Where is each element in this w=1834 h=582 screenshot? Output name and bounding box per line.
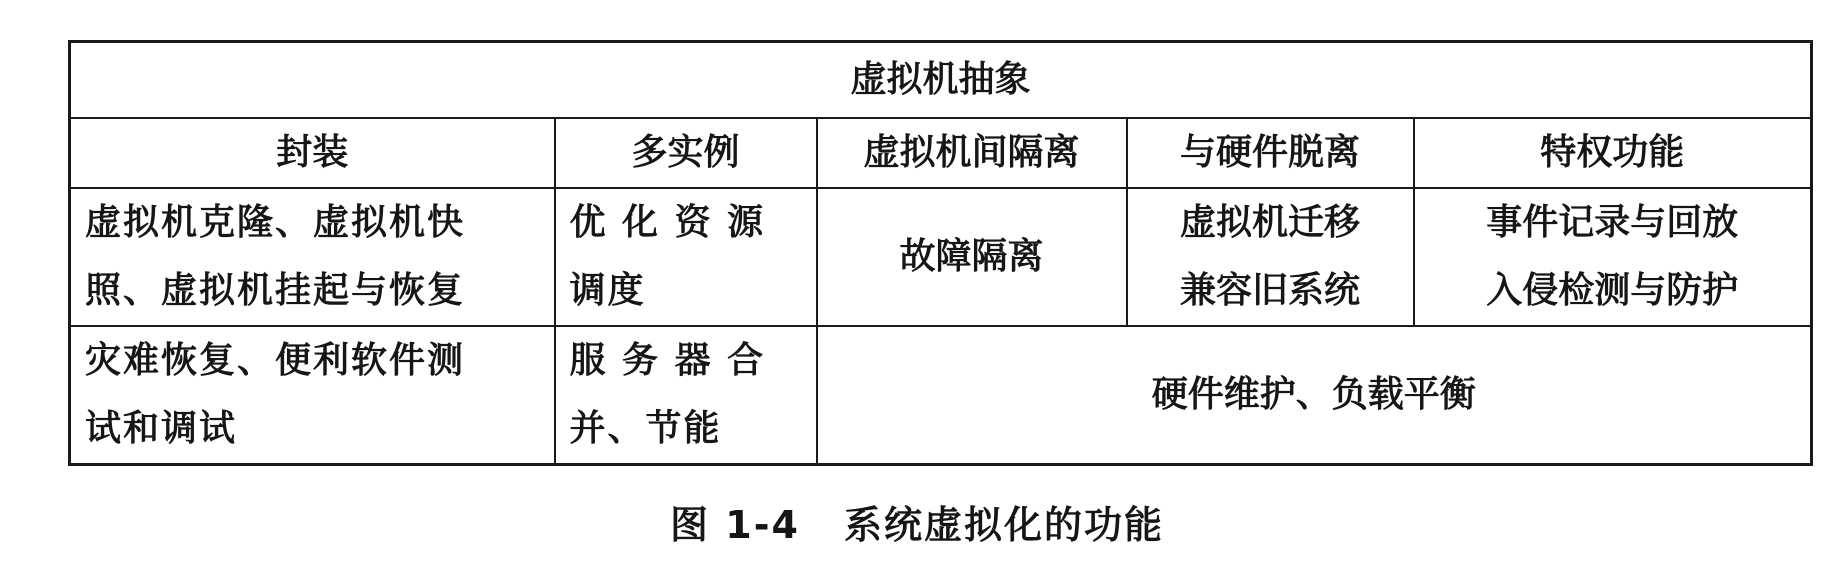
figure-caption	[0, 494, 1834, 549]
cell-isolation-1: 故障隔离	[817, 188, 1127, 326]
virtualization-table-container	[68, 40, 1810, 454]
header-encapsulation: 封装	[70, 118, 555, 188]
table-title-row	[70, 42, 1812, 119]
header-hardware-independence: 与硬件脱离	[1127, 118, 1414, 188]
cell-multi-instance-2	[555, 326, 817, 465]
cell-encapsulation-2	[70, 326, 555, 465]
cell-line: 灾难恢复、便利软件测	[85, 340, 466, 381]
cell-line: 优 化 资 源	[569, 202, 766, 243]
cell-line: 事件记录与回放	[1486, 202, 1739, 243]
cell-line: 入侵检测与防护	[1486, 270, 1739, 311]
cell-multi-instance-1	[555, 188, 817, 326]
header-isolation: 虚拟机间隔离	[817, 118, 1127, 188]
virtualization-features-table	[68, 40, 1813, 466]
cell-line: 试和调试	[85, 408, 238, 449]
table-header-row	[70, 118, 1812, 188]
cell-line: 虚拟机克隆、虚拟机快	[85, 202, 466, 243]
figure-title: 系统虚拟化的功能	[843, 503, 1164, 547]
cell-line: 并、节能	[569, 408, 722, 449]
cell-privileged-1	[1414, 188, 1812, 326]
table-row	[70, 188, 1812, 326]
cell-line: 兼容旧系统	[1179, 270, 1360, 311]
table-title: 虚拟机抽象	[70, 42, 1812, 119]
cell-line: 虚拟机迁移	[1179, 202, 1360, 243]
figure-number: 图 1-4	[670, 503, 800, 547]
cell-line: 服 务 器 合	[569, 340, 766, 381]
cell-merged-maintenance: 硬件维护、负载平衡	[817, 326, 1812, 465]
cell-line: 照、虚拟机挂起与恢复	[85, 270, 466, 311]
cell-encapsulation-1	[70, 188, 555, 326]
cell-line: 调度	[569, 270, 646, 311]
cell-hardware-independence-1	[1127, 188, 1414, 326]
table-row	[70, 326, 1812, 465]
header-multi-instance: 多实例	[555, 118, 817, 188]
header-privileged: 特权功能	[1414, 118, 1812, 188]
